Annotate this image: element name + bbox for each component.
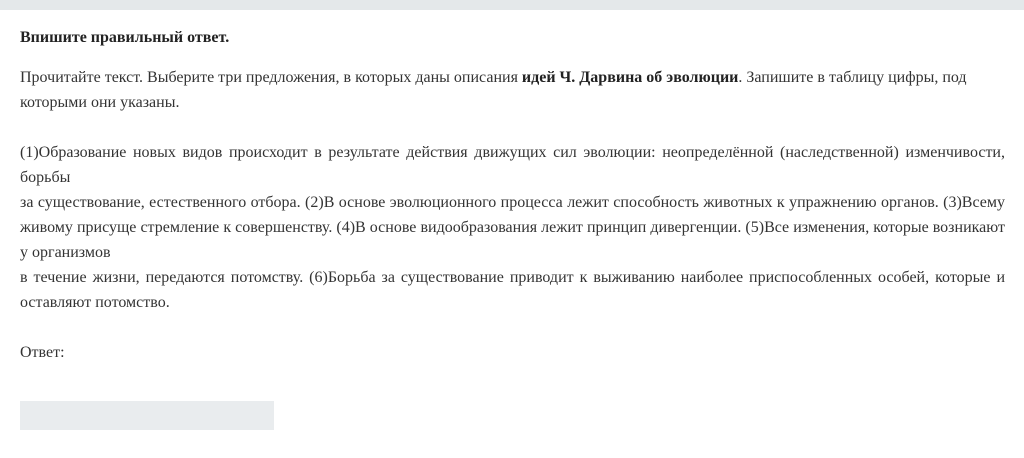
answer-input[interactable] [20,401,274,430]
passage-line-1: (1)Образование новых видов происходит в результате действия движущих сил эволюции: неопределённой (наследственной) изменчивости, борьбы [20,144,1005,186]
passage-line-2: за существование, естественного отбора. (2)В основе эволюционного процесса лежит способность животных к упражнению органов. (3)Всему живому присуще стремление к совершенству. (4)В основе видообразования лежит принцип дивергенции. (5)Все изменения, которые возникают у организмов [20,194,1005,261]
top-bar [0,0,1024,10]
task-content [20,27,1005,365]
question-text-start: Прочитайте текст. Выберите три предложения, в которых даны описания [20,69,522,86]
question-text-end: . Запишите в таблицу цифры, под которыми они указаны. [20,69,967,111]
passage-line-3: в течение жизни, передаются потомству. (6)Борьба за существование приводит к выживанию наиболее приспособленных особей, которые и оставляют потомство. [20,269,1005,311]
task-passage [20,140,1005,315]
answer-label: Ответ: [20,344,65,361]
question-emphasis: идей Ч. Дарвина об эволюции [521,69,739,86]
task-question [20,65,1005,115]
task-instruction: Впишите правильный ответ. [20,29,230,46]
